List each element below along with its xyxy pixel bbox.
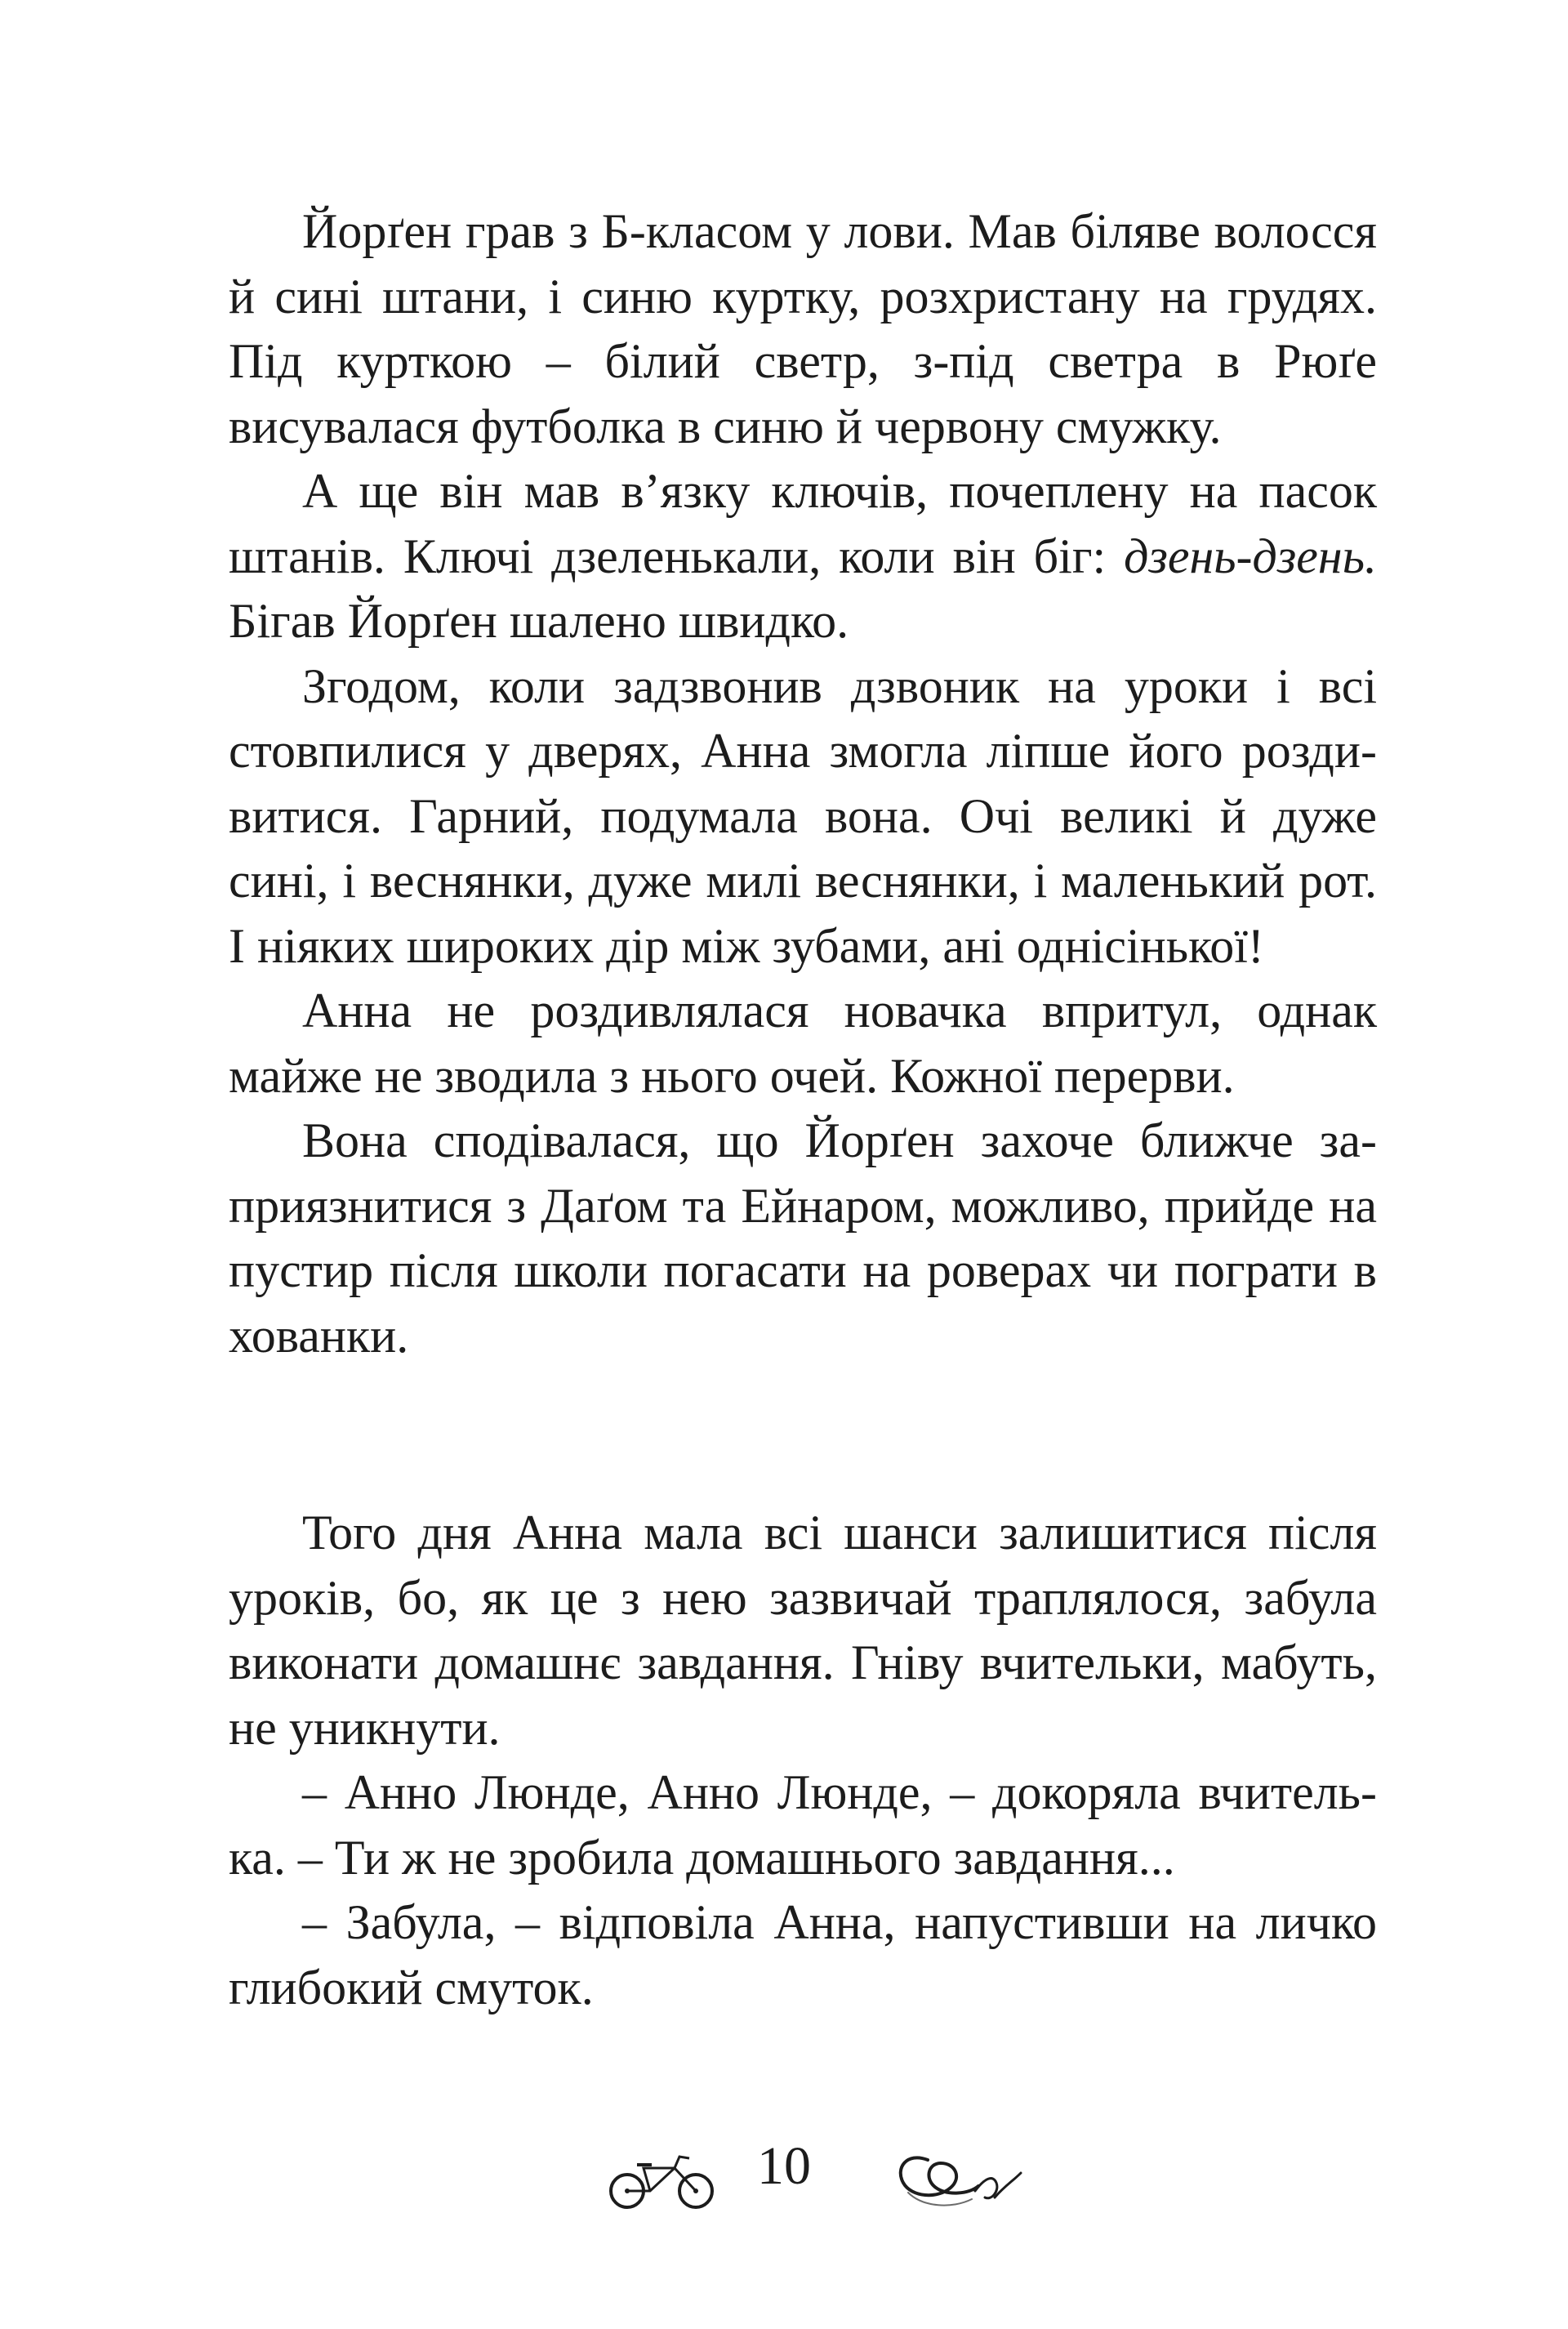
bicycle-icon xyxy=(604,2148,719,2214)
dialogue-line: – Забула, – відповіла Анна, напустивши на личко глибокий смуток. xyxy=(229,1895,1377,2014)
scribble-icon xyxy=(890,2140,1029,2214)
paragraph-text: А ще він мав в’язку ключів, почеплену на пасок штанів. Ключі дзеленькали, коли він біг: xyxy=(229,464,1377,583)
paragraph: Згодом, коли задзвонив дзвоник на уроки і всі стовпилися у дверях, Анна змогла ліпше його роздивитися. Гарний, подумала вона. Очі великі й дуже сині, і веснянки, дуже милі веснянки, і маленький рот. І ніяких широких дір між зубами, ані однісінької! xyxy=(229,658,1377,973)
paragraph-with-italic xyxy=(229,459,1377,654)
paragraph: Вона сподівалася, що Йорґен захоче ближче заприязнитися з Даґом та Ейнаром, можливо, прийде на пустир після школи погасати на роверах чи пограти в хованки. xyxy=(229,1113,1377,1363)
dialogue-line: – Анно Люнде, Анно Люнде, – докоряла вчителька. – Ти ж не зробила домашнього завдання... xyxy=(229,1765,1377,1885)
italic-phrase: дзень-дзень. xyxy=(1124,529,1377,583)
page-number: 10 xyxy=(757,2136,811,2196)
paragraph: Йорґен грав з Б-класом у лови. Мав біляве волосся й сині штани, і синю куртку, розхристану на грудях. Під курткою – білий светр, з-під светра в Рюґе висувалася футболка в синю й червону смужку. xyxy=(229,204,1377,453)
paragraph: Анна не роздивлялася новачка впритул, однак майже не зводила з нього очей. Кожної перерви. xyxy=(229,984,1377,1103)
paragraph-text-continued: Бігав Йорґен шалено швидко. xyxy=(229,594,849,648)
page-footer xyxy=(0,2124,1568,2222)
paragraph: Того дня Анна мала всі шанси залишитися після уроків, бо, як це з нею зазвичай траплялося, забула виконати домашнє завдання. Гніву вчительки, мабуть, не уникнути. xyxy=(229,1506,1377,1755)
text-section-2 xyxy=(229,1501,1377,2020)
text-section-1 xyxy=(229,199,1377,1368)
